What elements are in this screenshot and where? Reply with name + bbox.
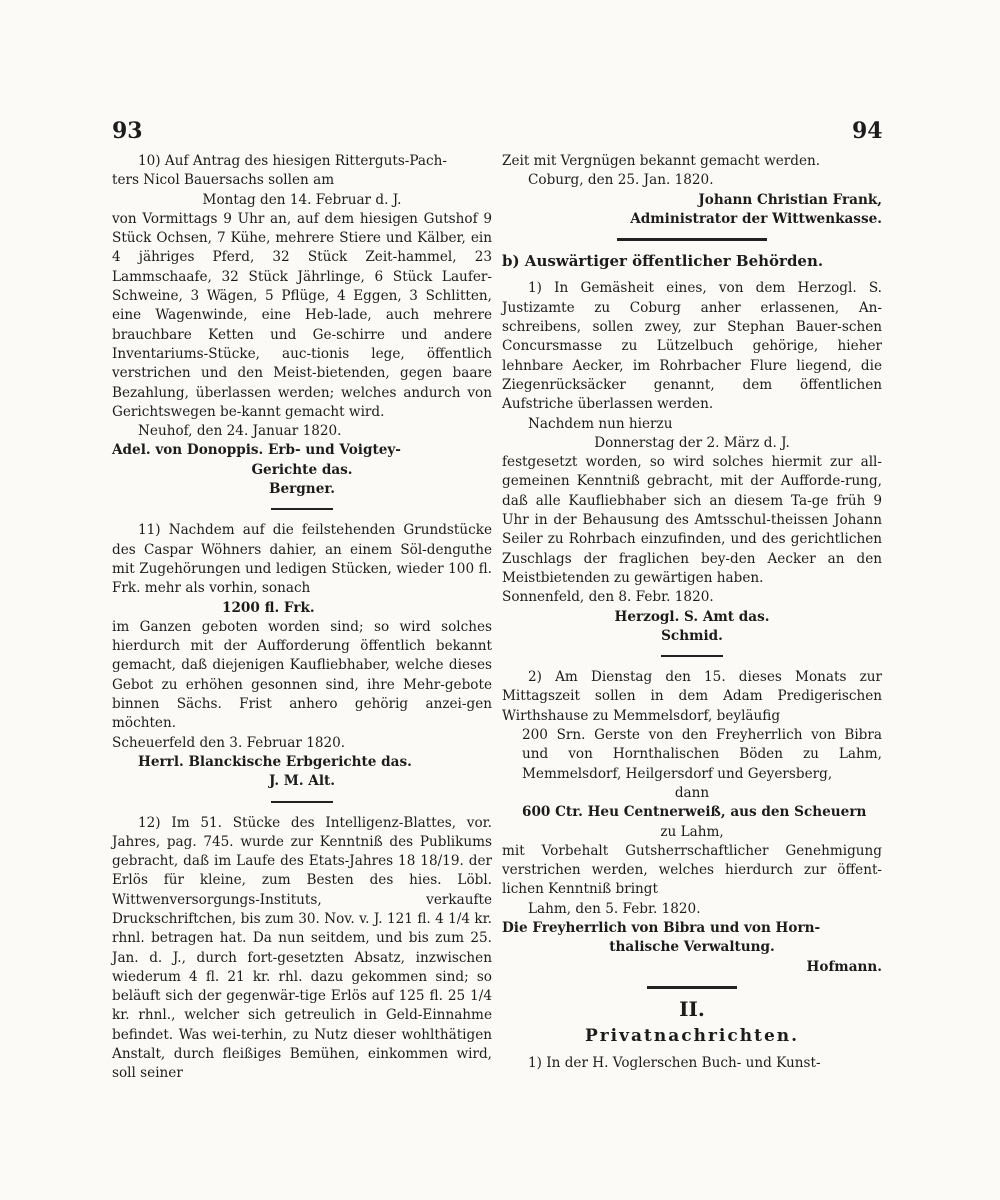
- section-title: Privatnachrichten.: [584, 1026, 800, 1047]
- ritem2-signature: Hofmann.: [806, 958, 882, 975]
- ritem2-body: mit Vorbehalt Gutsherrschaftlicher Genehmigung verstrichen werden, welches hierdurch zur öffent-lichen Kenntniß bringt: [502, 842, 882, 898]
- ritem1-body2: festgesetzt worden, so wird solches hiermit zur all-gemeinen Kenntniß gebracht, mit der Aufforde-rung, daß alle Kaufliebhaber sich an diesem Ta-ge früh 9 Uhr in der Behausung des Amtsschul-theissen Johann Seiler zu Rohrbach einzufinden, und des gerichtlichen Zuschlags der fraglichen bey-den Aecker an den Meistbietenden zu gewärtigen haben.: [502, 454, 882, 586]
- ritem2-place-date: Lahm, den 5. Febr. 1820.: [528, 900, 701, 917]
- ritem1-body: 1) In Gemäsheit eines, von dem Herzogl. S. Justizamte zu Coburg anher erlassenen, An-schreibens, sollen zwey, zur Stephan Bauer-schen Concursmasse zu Lützelbuch gehörige, hieher lehnbare Aecker, im Rohrbacher Flure liegend, die Ziegenrücksäcker genannt, dem öffentlichen Aufstriche überlassen werden.: [502, 280, 882, 413]
- ritem1-authority: Herzogl. S. Amt das.: [614, 608, 770, 625]
- ritem2-goods2: 600 Ctr. Heu Centnerweiß, aus den Scheuern: [522, 804, 867, 821]
- item11-body-part1: 11) Nachdem auf die feilstehenden Grundstücke des Caspar Wöhners dahier, an einem Söl-denguthe mit Zugehörungen und ledigen Stücken, wieder 100 fl. Frk. mehr als vorhin, sonach: [112, 522, 492, 597]
- ritem1-place-date: Sonnenfeld, den 8. Febr. 1820.: [502, 589, 714, 606]
- section-heading-b: b) Auswärtiger öffentlicher Behörden.: [502, 252, 824, 271]
- item10-line2: ters Nicol Bauersachs sollen am: [112, 172, 335, 189]
- page-number-left: 93: [112, 118, 143, 144]
- item11-body-part2: im Ganzen geboten worden sind; so wird solches hierdurch mit der Aufforderung öffentlich bekannt gemacht, daß diejenigen Kaufliebhaber, welche dieses Gebot zu erhöhen gesonnen sind, ihre Mehr-gebote binnen Sächs. Frist anhero gehörig anzei-gen möchten.: [112, 618, 492, 732]
- left-column: [112, 152, 492, 1084]
- item10-body: von Vormittags 9 Uhr an, auf dem hiesigen Gutshof 9 Stück Ochsen, 7 Kühe, mehrere Stiere und Kälber, ein 4 jähriges Pferd, 32 Stück Zeit-hammel, 23 Lammschaafe, 32 Stück Jährlinge, 6 Stück Laufer-Schweine, 3 Wägen, 5 Pflüge, 4 Eggen, 3 Schlitten, eine Wagenwinde, eine Heb-lade, auch mehrere brauchbare Ketten und Ge-schirre und andere Inventariums-Stücke, auc-tionis lege, öffentlich verstrichen und den Meist-bietenden, gegen baare Bezahlung, überlassen werden; welches andurch von Gerichtswegen be-kannt gemacht wird.: [112, 210, 492, 420]
- ritem1-nachdem: Nachdem nun hierzu: [528, 415, 673, 432]
- divider: [271, 508, 333, 510]
- divider: [647, 986, 737, 989]
- ritem1-date-line: Donnerstag der 2. März d. J.: [594, 434, 790, 451]
- item12-body: 12) Im 51. Stücke des Intelligenz-Blattes, vor. Jahres, pag. 745. wurde zur Kenntniß des Publikums gebracht, daß im Laufe des Etats-Jahres 18 18/19. der Erlös für kleine, zum Besten des hies. Löbl. Wittwenversorgungs-Instituts, verkaufte Druckschriftchen, bis zum 30. Nov. v. J. 121 fl. 4 1/4 kr. rhnl. betragen hat. Da nun seitdem, und bis zum 25. Jan. d. J., durch fort-gesetzten Absatz, inzwischen wiederum 4 fl. 21 kr. rhl. dazu gekommen sind; so beläuft sich der gegenwär-tige Erlös auf 125 fl. 25 1/4 kr. rhnl., welcher sich getreulich in Geld-Einnahme befindet. Was wei-terhin, zu Nutz dieser wohlthätigen Anstalt, durch fleißiges Bemühen, einkommen wird, soll seiner: [112, 814, 492, 1082]
- item11-signature: J. M. Alt.: [268, 773, 336, 790]
- section-numeral: II.: [679, 996, 705, 1021]
- signatory-title: Administrator der Wittwenkasse.: [630, 210, 882, 227]
- divider: [617, 238, 767, 241]
- coburg-place-date: Coburg, den 25. Jan. 1820.: [528, 172, 714, 189]
- item10-date-line: Montag den 14. Februar d. J.: [202, 191, 402, 208]
- divider: [661, 655, 723, 657]
- ritem2-goods1: 200 Srn. Gerste von den Freyherrlich von Bibra und von Hornthalischen Böden zu Lahm, Memmelsdorf, Heilgersdorf und Geyersberg,: [522, 727, 882, 782]
- signatory-name: Johann Christian Frank,: [698, 191, 882, 208]
- continuation-line: Zeit mit Vergnügen bekannt gemacht werden.: [502, 153, 821, 169]
- item10-authority-line2: Gerichte das.: [251, 461, 353, 478]
- item11-authority: Herrl. Blanckische Erbgerichte das.: [138, 753, 412, 770]
- ritem2-intro: 2) Am Dienstag den 15. dieses Monats zur Mittagszeit sollen in dem Adam Predigerischen Wirthshause zu Memmelsdorf, beyläufig: [502, 669, 882, 724]
- item11-place-date: Scheuerfeld den 3. Februar 1820.: [112, 734, 346, 751]
- ritem1-signature: Schmid.: [661, 627, 723, 644]
- item10-place-date: Neuhof, den 24. Januar 1820.: [138, 423, 342, 440]
- page-number-right: 94: [852, 118, 883, 144]
- ritem2-authority2: thalische Verwaltung.: [609, 939, 775, 956]
- final-line: 1) In der H. Voglerschen Buch- und Kunst-: [528, 1055, 821, 1072]
- item10-line1: 10) Auf Antrag des hiesigen Ritterguts-Pach-: [138, 153, 447, 169]
- right-column: [502, 152, 882, 1074]
- ritem2-dann: dann: [674, 784, 710, 801]
- ritem2-authority1: Die Freyherrlich von Bibra und von Horn-: [502, 919, 821, 936]
- ritem2-goods2b: zu Lahm,: [660, 823, 724, 840]
- item11-amount: 1200 fl. Frk.: [222, 599, 315, 616]
- item10-signature: Bergner.: [269, 481, 335, 498]
- item10-authority-line1: Adel. von Donoppis. Erb- und Voigtey-: [112, 442, 401, 459]
- divider: [271, 801, 333, 803]
